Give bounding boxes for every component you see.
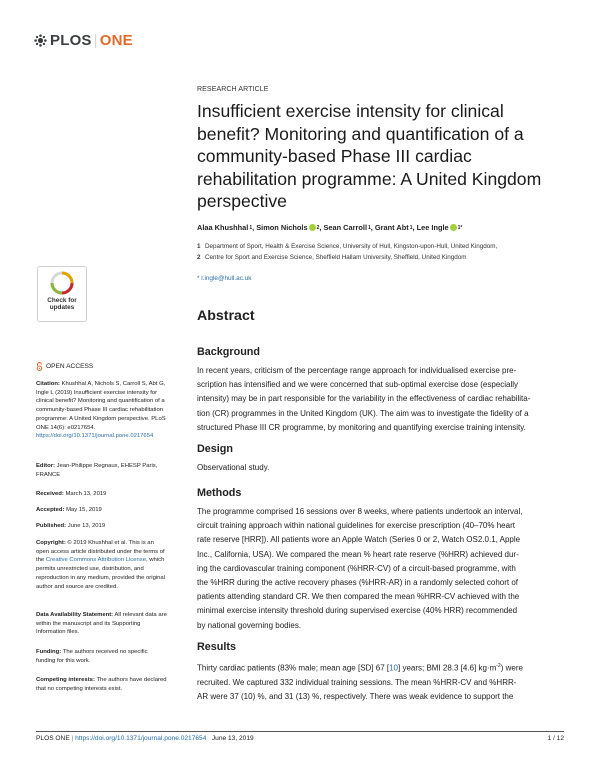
- author-separator: ,: [252, 223, 257, 232]
- accepted-date: [36, 506, 168, 515]
- footer-journal: PLOS ONE: [36, 735, 70, 742]
- citation-text: Khushhal A, Nichols S, Carroll S, Abt G, Ingle L (2019) Insufficient exercise intensity for clinical benefit? Monitoring and quantification of a community-based Phase III cardiac rehabilitation programme: A United Kingdom perspective. PLoS ONE 14(6): e0217654.: [36, 381, 166, 431]
- author-separator: ,: [319, 223, 324, 232]
- plos-one-logo[interactable]: [34, 32, 133, 49]
- data-availability-block: [36, 611, 168, 637]
- background-heading: Background: [197, 346, 260, 358]
- footer-doi-link[interactable]: https://doi.org/10.1371/journal.pone.0217654: [75, 735, 207, 742]
- citation-block: [36, 380, 168, 441]
- footer-date: June 13, 2019: [211, 735, 254, 742]
- background-paragraph: [197, 364, 569, 435]
- editor-text: Jean-Philippe Regnaux, EHESP Paris, FRANCE: [36, 463, 158, 478]
- affiliation: [197, 243, 497, 250]
- check-updates-label: Check for updates: [47, 297, 77, 311]
- text-line: AR were 37 (10) %, and 31 (13) %, respectively. There was weak evidence to support the: [197, 692, 514, 702]
- author-name: Simon Nichols: [256, 223, 308, 232]
- author-affiliation-mark: 1: [249, 224, 253, 231]
- text-line: scription has intensified and we were concerned that sub-optimal exercise dose (especially: [197, 380, 519, 390]
- orcid-icon[interactable]: [309, 224, 316, 231]
- editor-block: [36, 462, 168, 479]
- author-affiliation-mark: 1: [409, 224, 413, 231]
- received-date: [36, 490, 168, 499]
- citation-doi-link[interactable]: https://doi.org/10.1371/journal.pone.0217654: [36, 433, 154, 440]
- design-heading: Design: [197, 443, 233, 455]
- design-paragraph: Observational study.: [197, 463, 270, 472]
- affiliation-text: Centre for Sport and Exercise Science, Sheffield Hallam University, Sheffield, United Kingdom: [205, 254, 467, 261]
- text-line: minimal exercise intensity threshold during supervised exercise (40% HRR) recommended: [197, 606, 518, 616]
- accepted-label: Accepted:: [36, 507, 65, 513]
- author-separator: ,: [370, 223, 375, 232]
- received-label: Received:: [36, 491, 64, 497]
- article-type: RESEARCH ARTICLE: [197, 86, 269, 93]
- text-line: the %HRR during the active recovery phases (%HRR-AR) in a randomly selected cohort of: [197, 578, 519, 588]
- logo-plos-text: PLOS: [50, 32, 92, 49]
- author[interactable]: [417, 223, 463, 232]
- published-value: June 13, 2019: [67, 523, 106, 529]
- methods-paragraph: [197, 505, 569, 633]
- published-label: Published:: [36, 523, 67, 529]
- text-run: Thirty cardiac patients (83% male; mean age [SD] 67 [: [197, 663, 390, 673]
- text-run: ] years; BMI 28.3 [4.6] kg·m: [398, 663, 497, 673]
- methods-heading: Methods: [197, 487, 242, 499]
- logo-one-text: ONE: [99, 32, 133, 49]
- text-line: circuit training approach within national guidelines for exercise prescription (40–70% heart: [197, 521, 515, 531]
- citation-label: Citation:: [36, 381, 60, 387]
- author-name: Lee Ingle: [416, 223, 449, 232]
- open-access-label: OPEN ACCESS: [46, 363, 94, 370]
- footer-separator: |: [71, 735, 74, 742]
- text-line: by national governing bodies.: [197, 620, 302, 630]
- plos-logo-icon: [34, 34, 47, 47]
- page-number: 1 / 12: [547, 735, 564, 742]
- author-list: [197, 223, 462, 232]
- data-availability-label: Data Availability Statement:: [36, 612, 114, 618]
- copyright-block: [36, 539, 168, 591]
- author-name: Sean Carroll: [323, 223, 368, 232]
- copyright-text: © 2019 Khushhal et al. This is an open access article distributed under the terms of the: [36, 540, 165, 564]
- superscript: -2: [496, 663, 501, 669]
- footer-divider: [36, 731, 564, 732]
- text-line: [197, 659, 569, 676]
- competing-interests-label: Competing interests:: [36, 677, 95, 683]
- corresponding-email[interactable]: * l.ingle@hull.ac.uk: [197, 275, 252, 282]
- author-affiliation-mark: 1: [368, 224, 371, 231]
- abstract-heading: Abstract: [197, 308, 255, 324]
- text-line: In recent years, criticism of the percentage range approach for individualised exercise pre-: [197, 366, 517, 375]
- text-line: intensity) may be in part responsible for the variability in the effectiveness of cardiac rehabilita-: [197, 394, 531, 404]
- accepted-value: May 15, 2019: [66, 507, 102, 513]
- results-heading: Results: [197, 641, 237, 653]
- author-affiliation-mark: 1*: [457, 224, 463, 231]
- funding-label: Funding:: [36, 649, 62, 655]
- funding-text: The authors received no specific funding for this work.: [36, 649, 148, 664]
- text-line: Inc., California, USA). We compared the mean % heart rate reserve (%HRR) achieved dur-: [197, 549, 519, 559]
- article-title: Insufficient exercise intensity for clinical benefit? Monitoring and quantification of a community-based Phase III cardiac rehabilitation programme: A United Kingdom perspective: [197, 101, 542, 212]
- text-line: tion (CR) programmes in the United Kingdom (UK). The aim was to investigate the fidelity of a: [197, 408, 529, 418]
- competing-interests-block: [36, 676, 168, 693]
- author-name: Alaa Khushhal: [197, 223, 249, 232]
- author[interactable]: [197, 223, 252, 232]
- text-line: ing the cardiovascular training component (%HRR-CV) of a circuit-based programme, with: [197, 563, 516, 573]
- results-paragraph: [197, 659, 569, 704]
- author[interactable]: [375, 223, 413, 232]
- check-for-updates-badge[interactable]: [37, 266, 87, 322]
- funding-block: [36, 648, 168, 665]
- text-line: rate reserve [HRR]). All patients wore an Apple Watch (Series 0 or 2, Watch OS2.0.1, Apple: [197, 535, 521, 545]
- author-separator: ,: [412, 223, 417, 232]
- received-value: March 13, 2019: [65, 491, 107, 497]
- competing-interests-text: The authors have declared that no competing interests exist.: [36, 677, 167, 692]
- affiliation-text: Department of Sport, Health & Exercise Science, University of Hull, Kingston-upon-Hull, United Kingdom,: [205, 243, 498, 250]
- editor-label: Editor:: [36, 463, 55, 469]
- affiliation: [197, 254, 466, 261]
- text-line: patients attending standard CR. We then compared the mean %HRR-CV achieved with the: [197, 592, 520, 602]
- reference-link[interactable]: 10: [389, 663, 398, 673]
- data-availability-text: All relevant data are within the manuscript and its Supporting Information files.: [36, 612, 167, 636]
- orcid-icon[interactable]: [450, 224, 457, 231]
- author[interactable]: [323, 223, 370, 232]
- open-lock-icon: [36, 362, 43, 371]
- affiliation-number: 1: [197, 243, 201, 250]
- open-access-badge: [36, 362, 93, 371]
- copyright-text-end: , which permits unrestricted use, distribution, and reproduction in any medium, provided the original author and source are credited.: [36, 557, 166, 590]
- affiliation-number: 2: [197, 254, 201, 261]
- check-updates-icon: [50, 271, 74, 295]
- page-footer: [36, 735, 254, 742]
- text-line: The programme comprised 16 sessions over 8 weeks, where patients undertook an interval,: [197, 507, 523, 516]
- copyright-label: Copyright:: [36, 540, 66, 546]
- text-line: structured Phase III CR programme, by monitoring and quantifying exercise training intensity.: [197, 422, 526, 432]
- text-line: recruited. We captured 332 individual training sessions. The mean %HRR-CV and %HRR-: [197, 677, 517, 687]
- published-date: [36, 522, 168, 531]
- author[interactable]: [256, 223, 319, 232]
- cc-license-link[interactable]: Creative Commons Attribution License: [45, 557, 147, 564]
- logo-separator: |: [93, 32, 98, 49]
- author-affiliation-mark: 2: [316, 224, 320, 231]
- text-run: ) were: [500, 663, 523, 673]
- author-name: Grant Abt: [374, 223, 409, 232]
